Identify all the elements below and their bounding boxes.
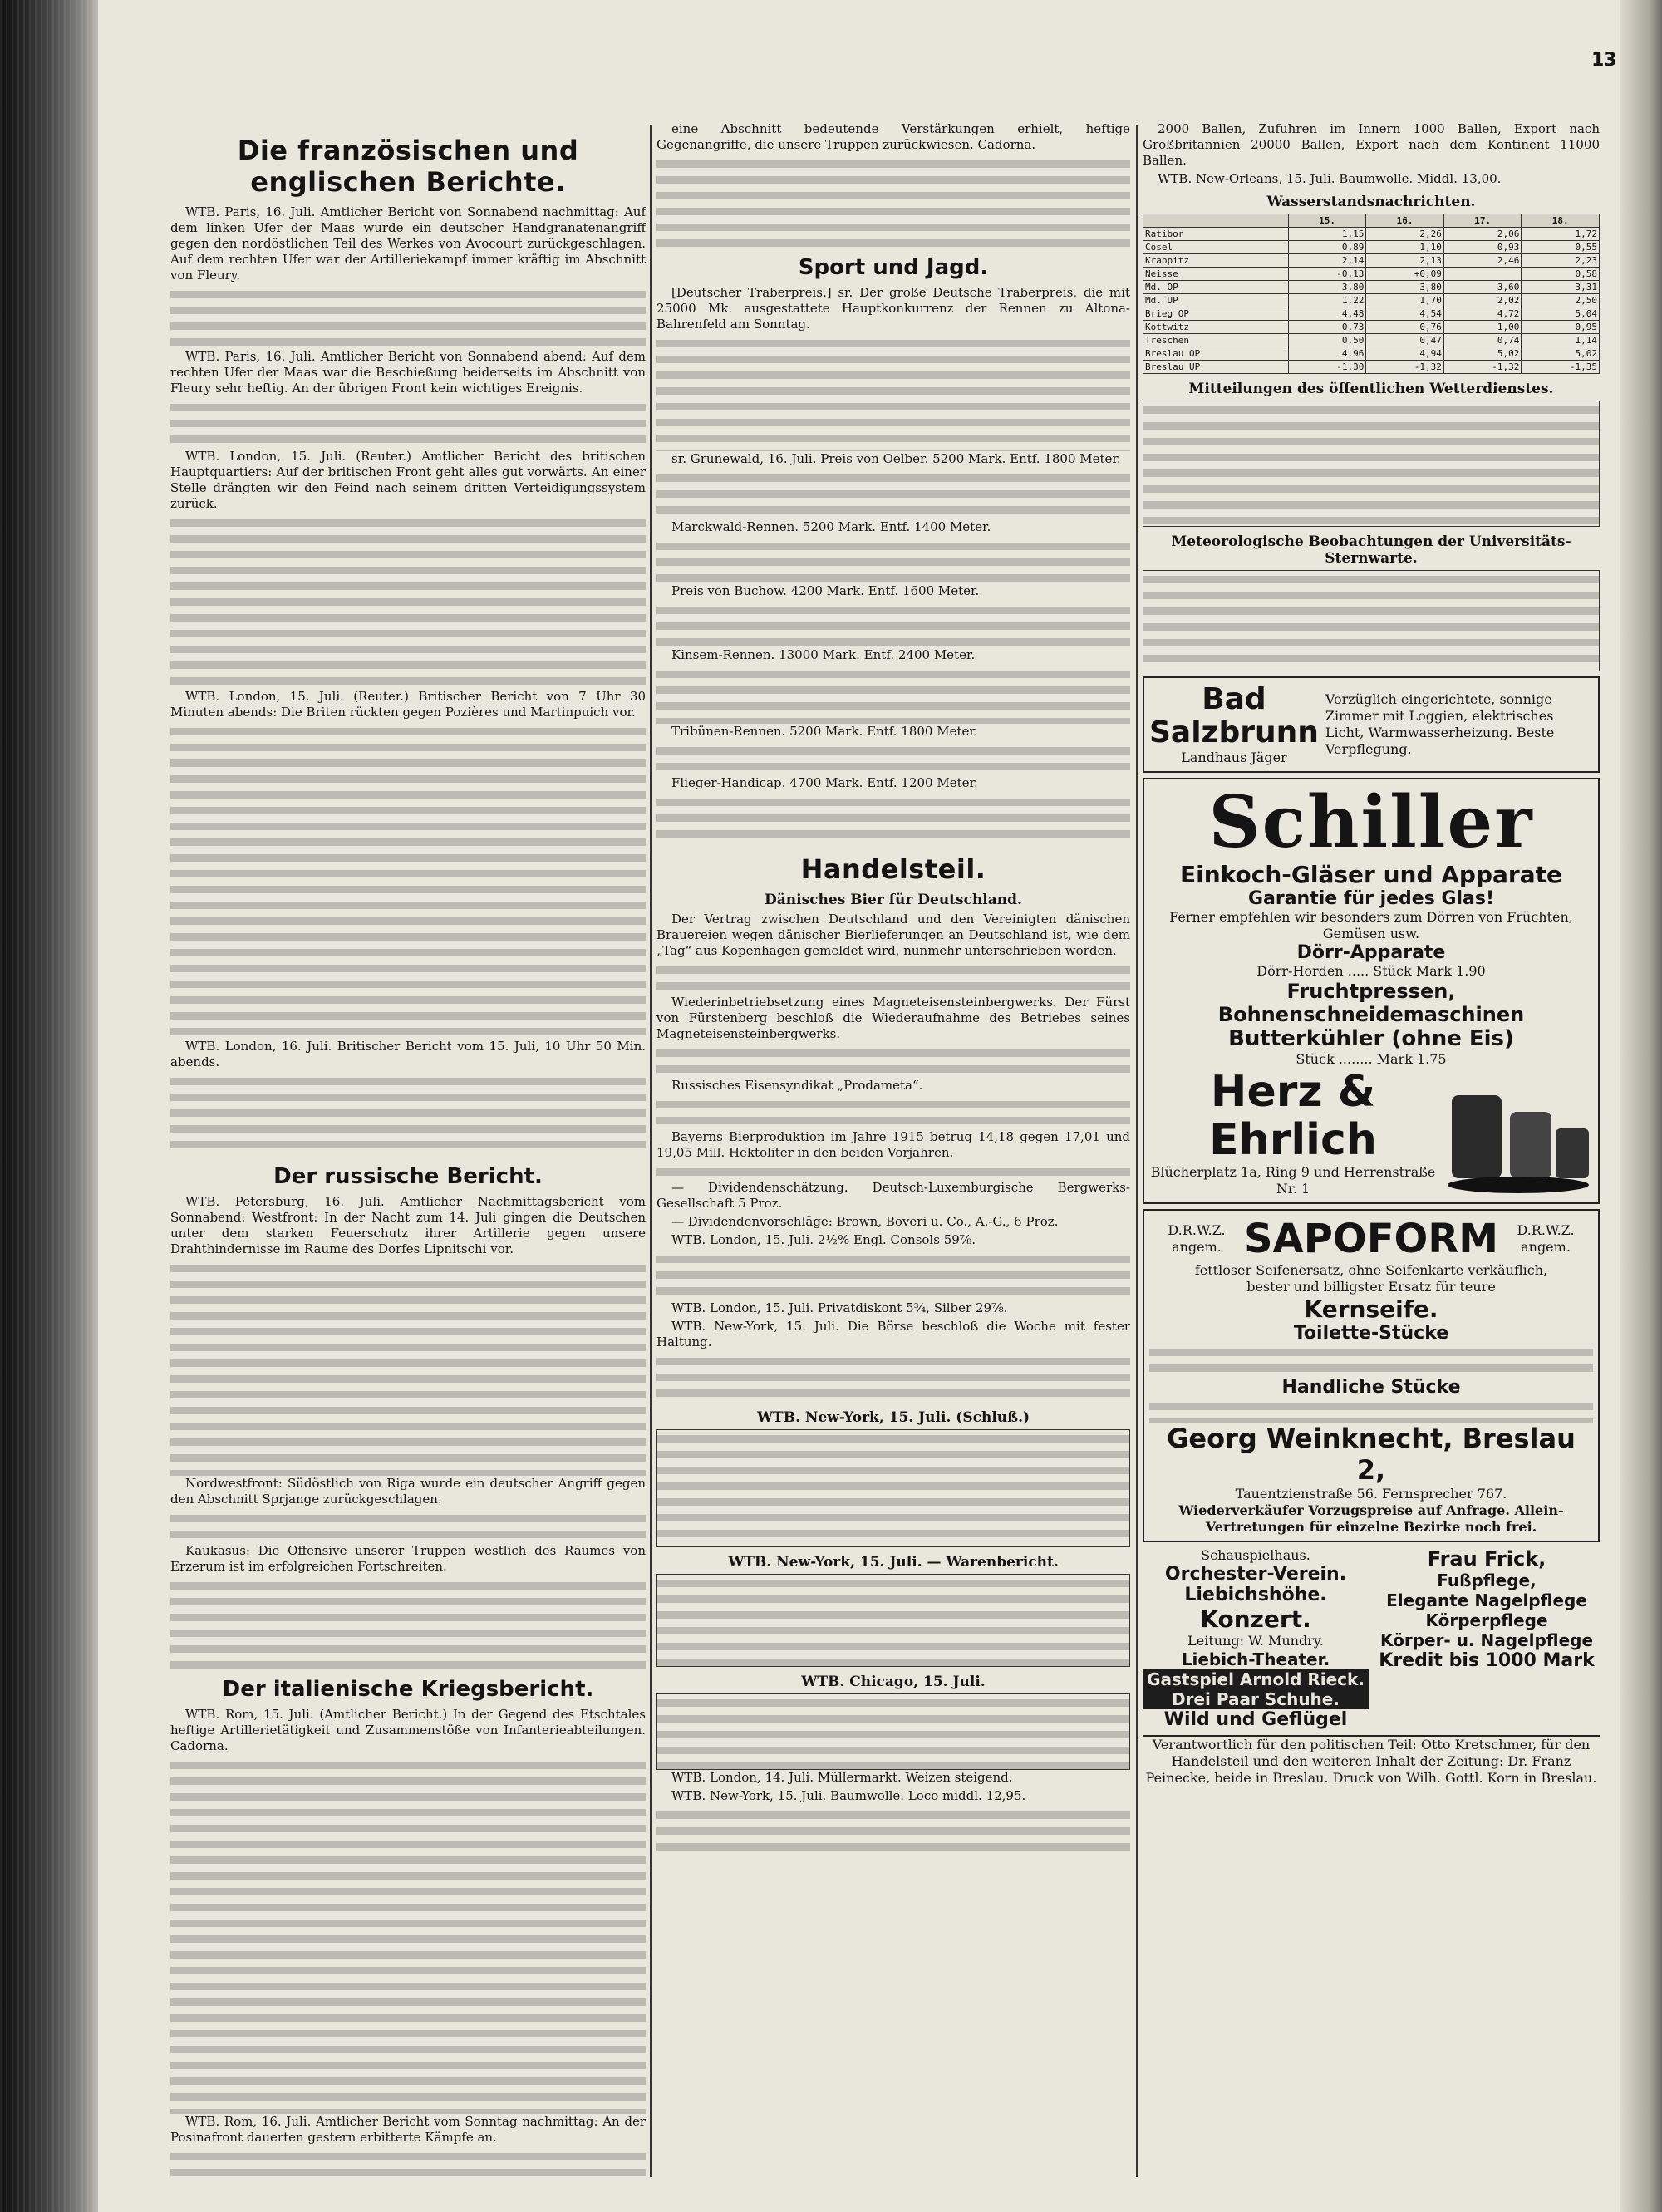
table-cell: 4,48 <box>1288 307 1366 321</box>
ad-text: fettloser Seifenersatz, ohne Seifenkarte verkäuflich, <box>1194 1262 1548 1278</box>
ad-text: Leitung: W. Mundry. <box>1187 1633 1324 1649</box>
article-paragraph: WTB. Petersburg, 16. Juli. Amtlicher Nachmittagsbericht vom Sonnabend: Westfront: In der Nacht zum 14. Juli gingen die Deutschen unter dem starken Feuerschutz ihrer Artillerie gegen unsere Drahthindernisse im Raume des Dorfes Lipnitschi vor. <box>170 1194 646 1256</box>
ad-title: Gastspiel Arnold Rieck. <box>1143 1669 1369 1689</box>
table-cell: 3,80 <box>1366 281 1444 294</box>
article-paragraph: Russisches Eisensyndikat „Prodameta“. <box>671 1078 923 1093</box>
table-cell: 2,50 <box>1522 294 1600 307</box>
article-paragraph: WTB. London, 15. Juli. 2½% Engl. Consols 59⅞. <box>671 1232 976 1247</box>
commodity-table <box>656 1574 1130 1667</box>
text-block <box>656 1353 1130 1403</box>
table-cell: -0,13 <box>1288 268 1366 281</box>
table-cell: 0,89 <box>1288 241 1366 254</box>
table-cell: 0,74 <box>1443 334 1522 347</box>
table-cell: 1,70 <box>1366 294 1444 307</box>
table-cell: 4,72 <box>1443 307 1522 321</box>
text-block <box>170 514 646 689</box>
table-row <box>1143 268 1600 281</box>
article-paragraph: — Dividendenschätzung. Deutsch-Luxemburgische Bergwerks-Gesellschaft 5 Proz. <box>656 1180 1130 1211</box>
table-cell: 5,04 <box>1522 307 1600 321</box>
table-cell: -1,32 <box>1443 361 1522 374</box>
table-cell: 4,54 <box>1366 307 1444 321</box>
table-cell: Brieg OP <box>1143 307 1289 321</box>
text-block <box>656 794 1130 843</box>
small-ads-left <box>1143 1547 1369 1730</box>
table-title: Mitteilungen des öffentlichen Wetterdienstes. <box>1188 381 1554 397</box>
article-paragraph: Kinsem-Rennen. 13000 Mark. Entf. 2400 Meter. <box>671 647 976 662</box>
table-cell: Treschen <box>1143 334 1289 347</box>
ad-text: Dörr-Horden ..... Stück Mark 1.90 <box>1256 963 1486 979</box>
article-paragraph: Kaukasus: Die Offensive unserer Truppen westlich des Raumes von Erzerum ist im erfolgreichen Fortschreiten. <box>170 1543 646 1574</box>
text-block <box>656 469 1130 519</box>
table-cell: +0,09 <box>1366 268 1444 281</box>
text-block <box>1149 1344 1593 1377</box>
table-cell: 4,94 <box>1366 347 1444 361</box>
ad-text: Stück ........ Mark 1.75 <box>1296 1051 1447 1067</box>
table-row <box>1143 281 1600 294</box>
text-block <box>170 1577 646 1669</box>
table-cell: Cosel <box>1143 241 1289 254</box>
weather-table <box>1143 401 1600 527</box>
table-cell: 1,14 <box>1522 334 1600 347</box>
ad-title: Körper- u. Nagelpflege <box>1379 1630 1594 1650</box>
imprint: Verantwortlich für den politischen Teil: Otto Kretschmer, für den Handelsteil und den weiteren Inhalt der Zeitung: Dr. Franz Peinecke, beide in Breslau. Druck von Wilh. Gottl. Korn in Breslau. <box>1143 1735 1600 1787</box>
table-cell: 0,93 <box>1443 241 1522 254</box>
article-paragraph: WTB. London, 14. Juli. Müllermarkt. Weizen steigend. <box>671 1770 1013 1785</box>
table-cell: 4,96 <box>1288 347 1366 361</box>
meteorology-table <box>1143 570 1600 671</box>
article-paragraph: Preis von Buchow. 4200 Mark. Entf. 1600 Meter. <box>671 583 980 598</box>
chicago-table <box>656 1693 1130 1770</box>
ad-text: Fruchtpressen, Bohnenschneidemaschinen <box>1217 980 1525 1026</box>
table-title: WTB. Chicago, 15. Juli. <box>801 1674 986 1690</box>
table-cell: 0,50 <box>1288 334 1366 347</box>
table-cell: Kottwitz <box>1143 321 1289 334</box>
article-paragraph: sr. Grunewald, 16. Juli. Preis von Oelber. 5200 Mark. Entf. 1800 Meter. <box>671 451 1121 466</box>
ad-bad-salzbrunn <box>1143 676 1600 773</box>
table-header-cell: 16. <box>1366 214 1444 228</box>
section-heading-sport: Sport und Jagd. <box>798 255 989 280</box>
table-row <box>1143 334 1600 347</box>
table-header-cell <box>1143 214 1289 228</box>
page-number: 13 <box>1591 50 1617 71</box>
text-block <box>656 961 1130 995</box>
article-paragraph: WTB. London, 15. Juli. (Reuter.) Britischer Bericht von 7 Uhr 30 Minuten abends: Die Briten rückten gegen Pozières und Martinpuich vor. <box>170 689 646 720</box>
ad-firm: Georg Weinknecht, Breslau 2, <box>1167 1423 1576 1486</box>
table-cell: Md. OP <box>1143 281 1289 294</box>
section-heading-russian: Der russische Bericht. <box>273 1164 543 1189</box>
article-paragraph: Nordwestfront: Südöstlich von Riga wurde ein deutscher Angriff gegen den Abschnitt Sprjange zurückgeschlagen. <box>170 1476 646 1507</box>
table-header-cell: 17. <box>1443 214 1522 228</box>
ad-title: Schiller <box>1208 780 1534 864</box>
ad-title: Frau Frick, <box>1427 1547 1546 1571</box>
text-block <box>656 742 1130 775</box>
article-paragraph: WTB. Paris, 16. Juli. Amtlicher Bericht von Sonnabend abend: Auf dem rechten Ufer der Maas war die Beschießung beiderseits im Abschnitt von Fleury sehr heftig. An der übrigen Front kein wichtiges Ereignis. <box>170 349 646 396</box>
table-cell: -1,35 <box>1522 361 1600 374</box>
ad-label: D.R.W.Z. angem. <box>1517 1222 1575 1255</box>
table-cell: 0,58 <box>1522 268 1600 281</box>
article-paragraph: — Dividendenvorschläge: Brown, Boveri u. Co., A.-G., 6 Proz. <box>671 1214 1059 1229</box>
article-paragraph: WTB. New-York, 15. Juli. Die Börse beschloß die Woche mit fester Haltung. <box>656 1319 1130 1349</box>
text-block <box>170 1260 646 1476</box>
article-paragraph: WTB. Rom, 16. Juli. Amtlicher Bericht vom Sonntag nachmittag: An der Posinafront dauerten gestern erbitterte Kämpfe an. <box>170 2114 646 2145</box>
article-paragraph: Der Vertrag zwischen Deutschland und den Vereinigten dänischen Brauereien wegen dänischer Bierlieferungen an Deutschland ist, wie dem „Tag“ aus Kopenhagen gemeldet wird, nunmehr unterschrieben worden. <box>656 912 1130 958</box>
table-cell: Krappitz <box>1143 254 1289 268</box>
table-cell: 0,73 <box>1288 321 1366 334</box>
ad-subtitle: Einkoch-Gläser und Apparate <box>1180 861 1562 888</box>
text-block <box>170 1510 646 1543</box>
table-cell: Neisse <box>1143 268 1289 281</box>
jar-illustration-icon <box>1443 1070 1593 1195</box>
ad-subtitle: Garantie für jedes Glas! <box>1247 888 1495 909</box>
article-paragraph: WTB. London, 15. Juli. Privatdiskont 5¾, Silber 29⅞. <box>671 1300 1008 1315</box>
table-cell: 3,31 <box>1522 281 1600 294</box>
table-cell: 2,06 <box>1443 228 1522 241</box>
table-row <box>1143 294 1600 307</box>
table-cell: 2,13 <box>1366 254 1444 268</box>
table-cell: Ratibor <box>1143 228 1289 241</box>
ad-text: Schauspielhaus. <box>1201 1547 1310 1563</box>
text-block <box>656 1806 1130 1856</box>
table-cell: 0,76 <box>1366 321 1444 334</box>
ad-subtitle: Landhaus Jäger <box>1181 750 1287 765</box>
section-heading-handelsteil: Handelsteil. <box>800 853 986 885</box>
table-cell: 5,02 <box>1522 347 1600 361</box>
ad-firm: Herz & Ehrlich <box>1209 1067 1377 1165</box>
text-block <box>656 155 1130 247</box>
text-block <box>656 335 1130 451</box>
small-ads-right <box>1374 1547 1600 1730</box>
small-ads <box>1143 1547 1600 1730</box>
section-heading-french-english: Die französischen und englischen Berichte. <box>237 135 579 198</box>
table-cell: 1,15 <box>1288 228 1366 241</box>
table-title: WTB. New-York, 15. Juli. (Schluß.) <box>756 1409 1030 1426</box>
ad-title: Kredit bis 1000 Mark <box>1379 1650 1595 1671</box>
table-cell: Breslau UP <box>1143 361 1289 374</box>
ad-title: Liebich-Theater. <box>1181 1649 1330 1669</box>
article-paragraph: WTB. London, 15. Juli. (Reuter.) Amtlicher Bericht des britischen Hauptquartiers: Auf der britischen Front geht alles gut vorwärts. An einer Stelle drängten wir den Feind nach seinem dritten Verteidigungssystem zurück. <box>170 449 646 511</box>
ad-text: Kernseife. <box>1304 1295 1438 1323</box>
table-cell: 2,26 <box>1366 228 1444 241</box>
table-cell: 1,00 <box>1443 321 1522 334</box>
table-row <box>1143 347 1600 361</box>
table-cell: -1,32 <box>1366 361 1444 374</box>
spine-page-edges <box>0 0 98 2212</box>
text-block <box>170 1757 646 2114</box>
ad-text: Wiederverkäufer Vorzugspreise auf Anfrage. Allein-Vertretungen für einzelne Bezirke noch frei. <box>1178 1502 1564 1535</box>
text-block <box>170 399 646 449</box>
column-rule <box>1136 125 1138 2177</box>
column-3 <box>1143 121 1600 2174</box>
article-paragraph: Wiederinbetriebsetzung eines Magneteisensteinbergwerks. Der Fürst von Fürstenberg beschloß die Wiederaufnahme des Betriebes seines Magneteisensteinbergwerks. <box>656 995 1130 1041</box>
text-block <box>656 1251 1130 1300</box>
ad-text: Vorzüglich eingerichtete, sonnige Zimmer mit Loggien, elektrisches Licht, Warmwasserheizung. Beste Verpflegung. <box>1325 691 1555 757</box>
article-paragraph: Flieger-Handicap. 4700 Mark. Entf. 1200 Meter. <box>671 775 978 790</box>
ad-text: Toilette-Stücke <box>1293 1323 1449 1344</box>
ad-title: Körperpflege <box>1425 1610 1548 1630</box>
text-block <box>656 538 1130 583</box>
text-block <box>656 1096 1130 1129</box>
article-paragraph: WTB. New-Orleans, 15. Juli. Baumwolle. Middl. 13,00. <box>1158 171 1502 186</box>
article-paragraph: Tribünen-Rennen. 5200 Mark. Entf. 1800 Meter. <box>671 724 978 739</box>
table-cell: 1,10 <box>1366 241 1444 254</box>
water-level-table <box>1143 214 1600 374</box>
table-row <box>1143 254 1600 268</box>
article-paragraph: WTB. Rom, 15. Juli. (Amtlicher Bericht.) In der Gegend des Etschtales heftige Artillerietätigkeit und Zusammenstöße von Infanterieabteilungen. Cadorna. <box>170 1707 646 1753</box>
ad-schiller <box>1143 778 1600 1204</box>
ad-title: Wild und Geflügel <box>1163 1709 1348 1730</box>
table-cell: 2,02 <box>1443 294 1522 307</box>
ad-sapoform <box>1143 1209 1600 1542</box>
article-title: Dänisches Bier für Deutschland. <box>765 892 1022 908</box>
table-cell: Md. UP <box>1143 294 1289 307</box>
text-block <box>656 602 1130 647</box>
table-cell: 3,60 <box>1443 281 1522 294</box>
ad-title: Drei Paar Schuhe. <box>1143 1689 1369 1709</box>
table-cell: Breslau OP <box>1143 347 1289 361</box>
column-1 <box>170 125 646 2177</box>
table-cell: -1,30 <box>1288 361 1366 374</box>
text-block <box>656 1045 1130 1078</box>
table-row <box>1143 241 1600 254</box>
ad-address: Blücherplatz 1a, Ring 9 und Herrenstraße Nr. 1 <box>1150 1164 1436 1197</box>
section-heading-italian: Der italienische Kriegsbericht. <box>222 1677 594 1702</box>
article-paragraph: Marckwald-Rennen. 5200 Mark. Entf. 1400 Meter. <box>671 519 991 534</box>
ad-text: Dörr-Apparate <box>1296 942 1446 963</box>
table-row <box>1143 321 1600 334</box>
table-cell <box>1443 268 1522 281</box>
article-paragraph: [Deutscher Traberpreis.] sr. Der große Deutsche Traberpreis, die mit 25000 Mk. ausgestattete Hauptkonkurrenz der Rennen zu Altona-Bahrenfeld am Sonntag. <box>656 285 1130 332</box>
table-cell: 0,55 <box>1522 241 1600 254</box>
table-cell: 3,80 <box>1288 281 1366 294</box>
stock-table <box>656 1429 1130 1547</box>
table-header-cell: 18. <box>1522 214 1600 228</box>
ad-text: Butterkühler (ohne Eis) <box>1228 1026 1514 1051</box>
ad-title: Fußpflege, <box>1437 1571 1537 1590</box>
table-cell: 5,02 <box>1443 347 1522 361</box>
text-block <box>170 1073 646 1156</box>
ad-title: SAPOFORM <box>1243 1216 1499 1262</box>
ad-title: Elegante Nagelpflege <box>1386 1590 1587 1610</box>
table-row <box>1143 361 1600 374</box>
ad-title: Konzert. <box>1200 1605 1311 1633</box>
table-cell: 0,95 <box>1522 321 1600 334</box>
article-paragraph: Bayerns Bierproduktion im Jahre 1915 betrug 14,18 gegen 17,01 und 19,05 Mill. Hektoliter in den beiden Vorjahren. <box>656 1129 1130 1160</box>
table-row <box>1143 307 1600 321</box>
text-block <box>1149 1398 1593 1423</box>
column-2 <box>656 121 1130 2174</box>
text-block <box>170 723 646 1039</box>
table-cell: 2,14 <box>1288 254 1366 268</box>
text-block <box>170 286 646 349</box>
article-paragraph: 2000 Ballen, Zufuhren im Innern 1000 Ballen, Export nach Großbritannien 20000 Ballen, Export nach dem Kontinent 11000 Ballen. <box>1143 121 1600 168</box>
table-title: WTB. New-York, 15. Juli. — Warenbericht. <box>728 1554 1059 1571</box>
text-block <box>656 666 1130 724</box>
table-row <box>1143 228 1600 241</box>
article-paragraph: WTB. Paris, 16. Juli. Amtlicher Bericht von Sonnabend nachmittag: Auf dem linken Ufer der Maas wurde ein deutscher Handgranatenangriff gegen den nordöstlichen Teil des Werkes von Avocourt zurückgeschlagen. Auf dem rechten Ufer war der Artilleriekampf immer kräftig im Abschnitt von Fleury. <box>170 204 646 283</box>
table-cell: 1,22 <box>1288 294 1366 307</box>
ad-text: bester und billigster Ersatz für teure <box>1246 1279 1496 1295</box>
ad-label: D.R.W.Z. angem. <box>1168 1222 1226 1255</box>
table-cell: 0,47 <box>1366 334 1444 347</box>
ad-text: Ferner empfehlen wir besonders zum Dörren von Früchten, Gemüsen usw. <box>1169 909 1573 941</box>
ad-address: Tauentzienstraße 56. Fernsprecher 767. <box>1235 1486 1507 1502</box>
table-header-cell: 15. <box>1288 214 1366 228</box>
article-paragraph: eine Abschnitt bedeutende Verstärkungen erhielt, heftige Gegenangriffe, die unsere Truppen zurückwiesen. Cadorna. <box>656 121 1130 152</box>
column-rule <box>650 125 652 2177</box>
table-title: Meteorologische Beobachtungen der Universitäts-Sternwarte. <box>1171 533 1571 567</box>
text-block <box>656 1163 1130 1180</box>
ad-title: Orchester-Verein. Liebichshöhe. <box>1164 1564 1347 1605</box>
table-cell: 2,23 <box>1522 254 1600 268</box>
page-edge-shadow <box>1620 0 1662 2212</box>
ad-text: Handliche Stücke <box>1281 1377 1461 1398</box>
table-cell: 1,72 <box>1522 228 1600 241</box>
article-paragraph: WTB. New-York, 15. Juli. Baumwolle. Loco middl. 12,95. <box>671 1788 1026 1803</box>
table-cell: 2,46 <box>1443 254 1522 268</box>
table-title: Wasserstandsnachrichten. <box>1266 194 1476 210</box>
article-paragraph: WTB. London, 16. Juli. Britischer Bericht vom 15. Juli, 10 Uhr 50 Min. abends. <box>170 1039 646 1069</box>
text-block <box>170 2148 646 2177</box>
ad-title: Bad Salzbrunn <box>1149 682 1319 750</box>
